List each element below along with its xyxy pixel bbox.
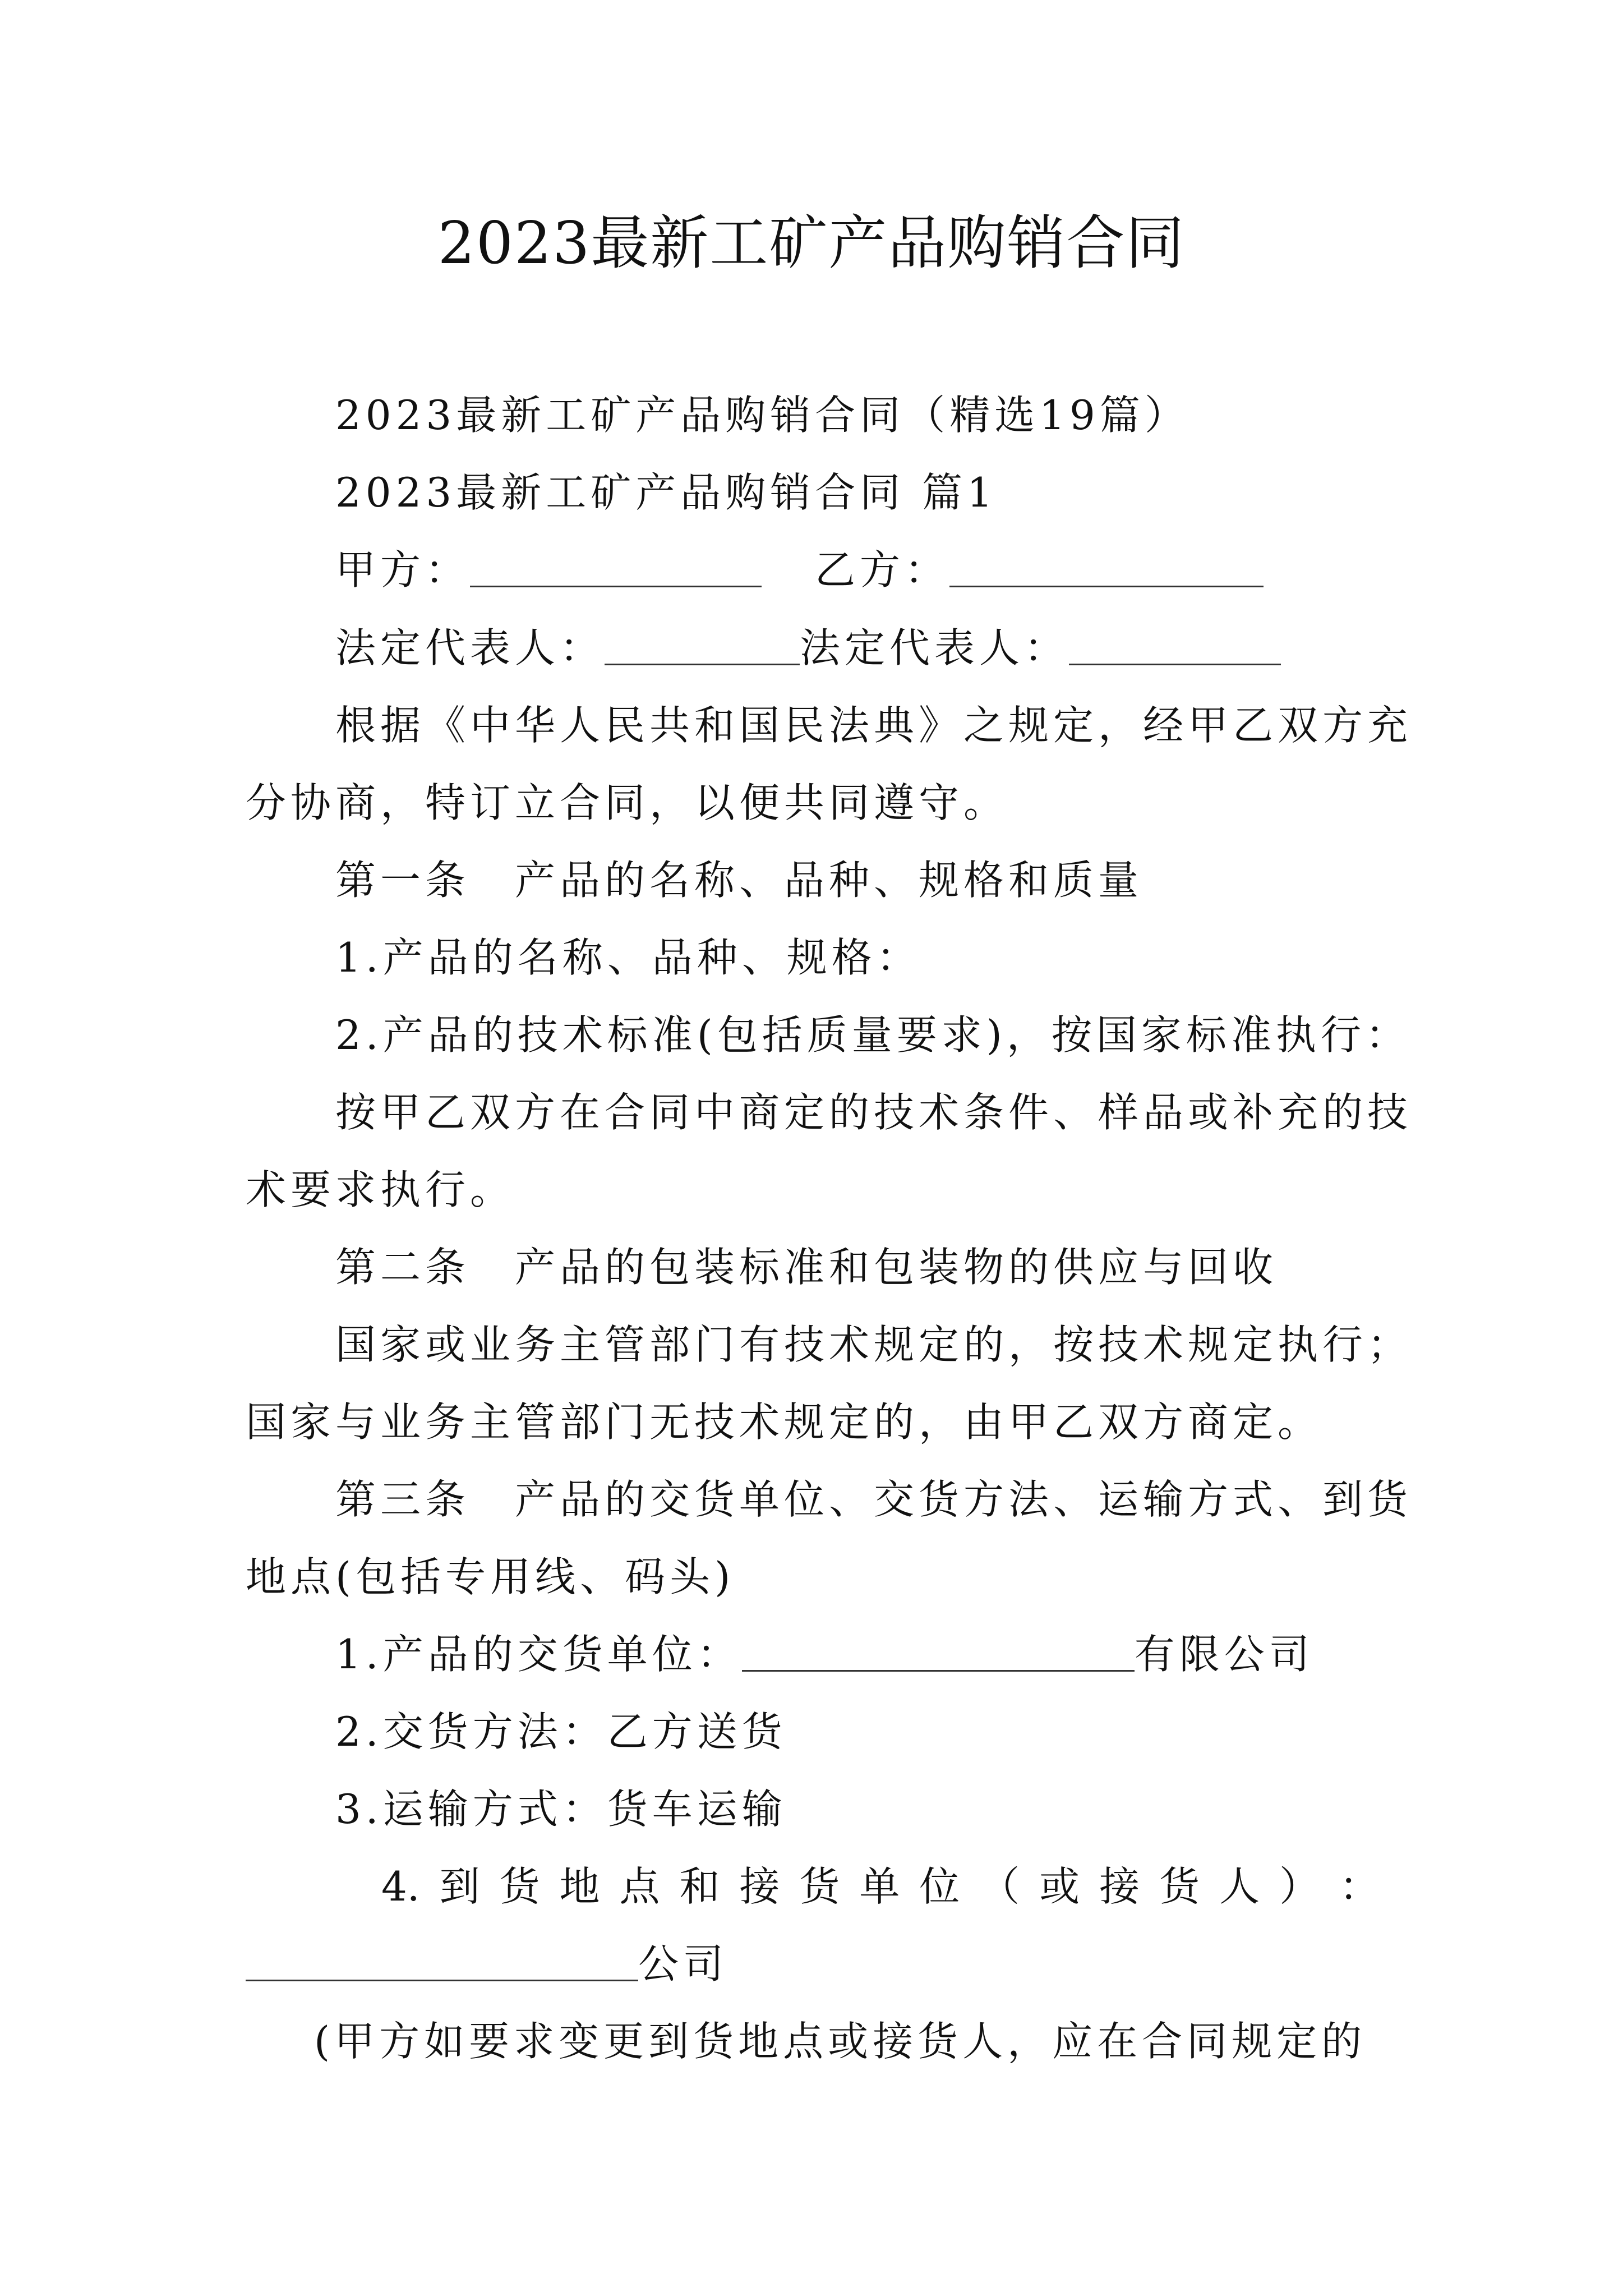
legal-rep-a-blank — [605, 624, 800, 665]
parties-row — [335, 542, 1264, 598]
section-heading: 2023最新工矿产品购销合同 篇1 — [335, 469, 997, 516]
article-1-text-line-1: 按甲乙双方在合同中商定的技术条件、样品或补充的技 — [335, 1089, 1413, 1136]
delivery-unit-blank — [742, 1631, 1135, 1672]
party-b-label: 乙方： — [815, 546, 950, 593]
item-4-char: 4. — [381, 1863, 420, 1910]
article-3-item-4-continuation — [246, 1936, 728, 1992]
item-4-char: 接 — [739, 1863, 780, 1910]
item-4-char: 和 — [679, 1863, 720, 1910]
item-4-char: 人 — [1219, 1863, 1260, 1910]
item-4-char: 位 — [919, 1863, 960, 1910]
legal-rep-b-label: 法定代表人： — [800, 624, 1069, 671]
item-4-char: 地 — [559, 1863, 600, 1910]
article-3-title-line-1: 第三条 产品的交货单位、交货方法、运输方式、到货 — [335, 1476, 1413, 1523]
delivery-unit-suffix: 有限公司 — [1134, 1631, 1314, 1678]
delivery-unit-label: 1.产品的交货单位： — [335, 1631, 742, 1678]
item-4-char: （ — [979, 1863, 1020, 1910]
article-2-text-line-2: 国家与业务主管部门无技术规定的，由甲乙双方商定。 — [246, 1398, 1323, 1446]
receiver-suffix: 公司 — [638, 1940, 728, 1987]
legal-rep-a-label: 法定代表人： — [335, 624, 605, 671]
article-1-item-2: 2.产品的技术标准(包括质量要求)，按国家标准执行： — [335, 1011, 1410, 1059]
article-2-text-line-1: 国家或业务主管部门有技术规定的，按技术规定执行； — [335, 1321, 1413, 1368]
item-4-char: ： — [1339, 1863, 1380, 1910]
party-b-blank — [949, 546, 1264, 587]
document-title: 2023最新工矿产品购销合同 — [437, 209, 1186, 277]
item-4-char: 货 — [1159, 1863, 1200, 1910]
item-4-char: 货 — [499, 1863, 540, 1910]
article-3-item-1 — [335, 1626, 1314, 1682]
item-4-char: 接 — [1099, 1863, 1140, 1910]
party-a-label: 甲方： — [335, 546, 471, 593]
article-1-text-line-2: 术要求执行。 — [246, 1166, 515, 1213]
article-1-item-1: 1.产品的名称、品种、规格： — [335, 934, 921, 981]
item-4-char: 点 — [619, 1863, 660, 1910]
document-subtitle: 2023最新工矿产品购销合同（精选19篇） — [335, 392, 1189, 439]
article-2-title: 第二条 产品的包装标准和包装物的供应与回收 — [335, 1244, 1278, 1291]
article-3-item-3: 3.运输方式：货车运输 — [335, 1786, 787, 1833]
item-4-char: 到 — [439, 1863, 480, 1910]
item-4-char: 或 — [1039, 1863, 1080, 1910]
item-4-char: 货 — [799, 1863, 840, 1910]
article-3-note: (甲方如要求变更到货地点或接货人，应在合同规定的 — [314, 2018, 1367, 2065]
article-3-item-2: 2.交货方法：乙方送货 — [335, 1708, 787, 1755]
receiver-blank — [246, 1940, 638, 1981]
item-4-char: 单 — [859, 1863, 900, 1910]
article-3-title-line-2: 地点(包括专用线、码头) — [246, 1553, 735, 1600]
preamble-line-1: 根据《中华人民共和国民法典》之规定，经甲乙双方充 — [335, 702, 1413, 749]
article-3-item-4 — [381, 1858, 1380, 1915]
item-4-char: ） — [1279, 1863, 1320, 1910]
preamble-line-2: 分协商，特订立合同，以便共同遵守。 — [246, 779, 1009, 826]
article-1-title: 第一条 产品的名称、品种、规格和质量 — [335, 857, 1144, 904]
party-a-blank — [470, 546, 762, 587]
legal-rep-b-blank — [1069, 624, 1281, 665]
legal-representatives-row — [335, 620, 1281, 676]
